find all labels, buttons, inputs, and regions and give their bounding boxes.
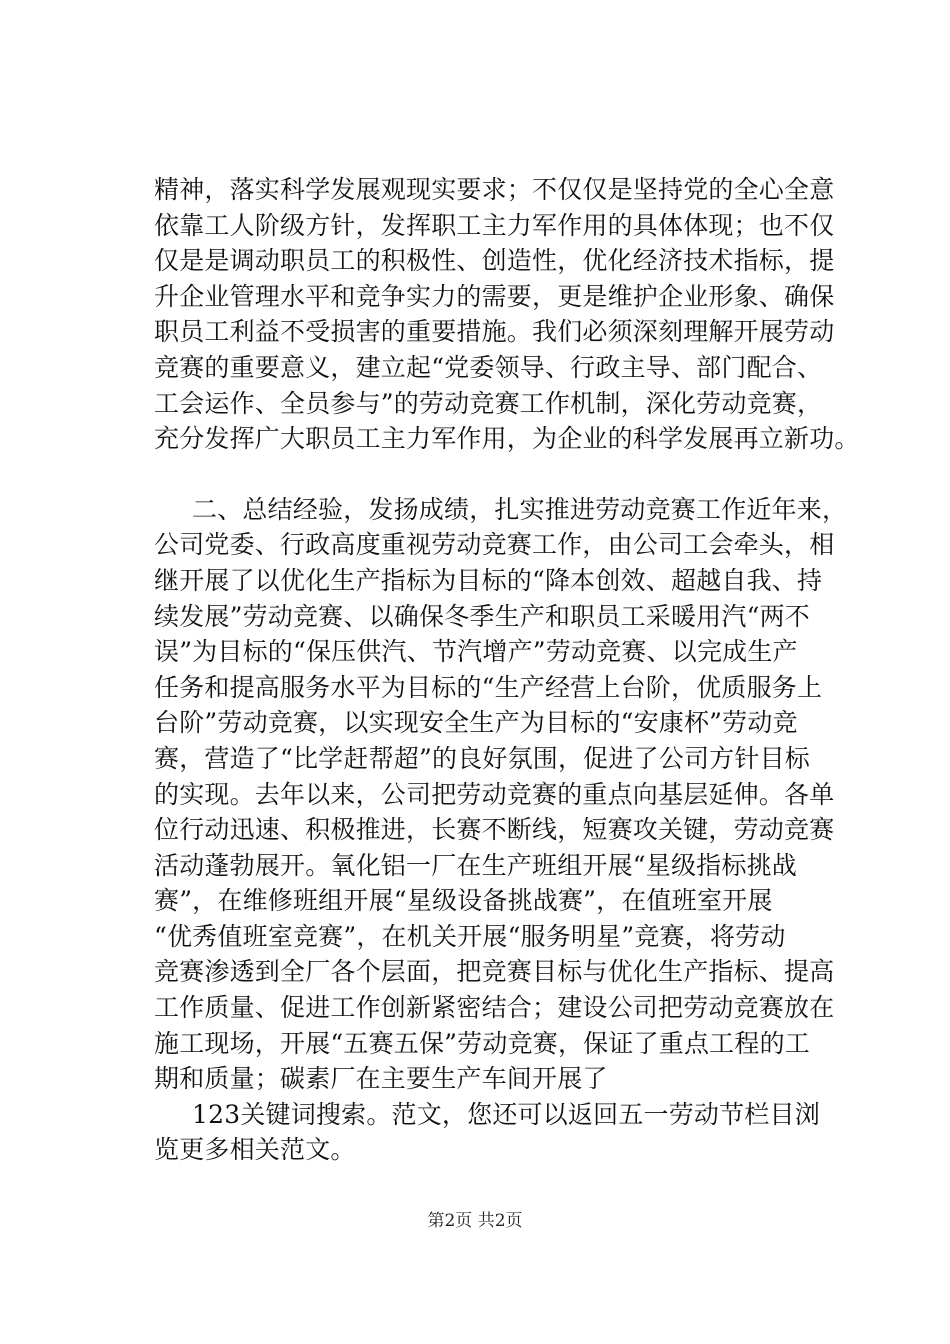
text-line: 仅是是调动职员工的积极性、创造性，优化经济技术指标，提 xyxy=(154,246,835,276)
text-line: 充分发挥广大职员工主力军作用，为企业的科学发展再立新功。 xyxy=(154,424,860,454)
text-line: 123关键词搜索。范文，您还可以返回五一劳动节栏目浏 xyxy=(192,1099,820,1129)
text-line: 期和质量；碳素厂在主要生产车间开展了 xyxy=(154,1064,608,1094)
text-line: 的实现。去年以来，公司把劳动竞赛的重点向基层延伸。各单 xyxy=(154,779,835,809)
paragraph-2 xyxy=(154,492,854,1097)
text-line: 览更多相关范文。 xyxy=(154,1135,356,1165)
document-body xyxy=(154,172,860,1168)
text-line: 竞赛渗透到全厂各个层面，把竞赛目标与优化生产指标、提高 xyxy=(154,957,835,987)
text-line: 赛”，在维修班组开展“星级设备挑战赛”，在值班室开展 xyxy=(154,886,773,916)
text-line: 继开展了以优化生产指标为目标的“降本创效、超越自我、持 xyxy=(154,565,823,595)
text-line: 续发展”劳动竞赛、以确保冬季生产和职员工采暖用汽“两不 xyxy=(154,601,810,631)
text-line: 竞赛的重要意义，建立起“党委领导、行政主导、部门配合、 xyxy=(154,352,823,382)
page-number-footer: 第2页 共2页 xyxy=(427,1211,523,1231)
text-line: 二、总结经验，发扬成绩，扎实推进劳动竞赛工作近年来， xyxy=(192,494,848,524)
text-line: 赛，营造了“比学赶帮超”的良好氛围，促进了公司方针目标 xyxy=(154,743,810,773)
text-line: 公司党委、行政高度重视劳动竞赛工作，由公司工会牵头，相 xyxy=(154,530,835,560)
text-line: 任务和提高服务水平为目标的“生产经营上台阶，优质服务上 xyxy=(154,672,823,702)
text-line: 位行动迅速、积极推进，长赛不断线，短赛攻关键，劳动竞赛 xyxy=(154,815,835,845)
text-line: 误”为目标的“保压供汽、节汽增产”劳动竞赛、以完成生产 xyxy=(154,637,798,667)
text-line: 依靠工人阶级方针，发挥职工主力军作用的具体体现；也不仅 xyxy=(154,210,835,240)
text-line: 职员工利益不受损害的重要措施。我们必须深刻理解开展劳动 xyxy=(154,317,835,347)
paragraph-spacer xyxy=(154,457,854,492)
paragraph-3 xyxy=(154,1097,854,1168)
text-line: 工会运作、全员参与”的劳动竞赛工作机制，深化劳动竞赛， xyxy=(154,388,823,418)
text-line: 工作质量、促进工作创新紧密结合；建设公司把劳动竞赛放在 xyxy=(154,993,835,1023)
text-line: 施工现场，开展“五赛五保”劳动竞赛，保证了重点工程的工 xyxy=(154,1028,810,1058)
paragraph-1 xyxy=(154,172,860,457)
text-line: 活动蓬勃展开。氧化铝一厂在生产班组开展“星级指标挑战 xyxy=(154,850,797,880)
text-line: 台阶”劳动竞赛，以实现安全生产为目标的“安康杯”劳动竞 xyxy=(154,708,798,738)
text-line: 升企业管理水平和竞争实力的需要，更是维护企业形象、确保 xyxy=(154,281,835,311)
text-line: 精神，落实科学发展观现实要求；不仅仅是坚持党的全心全意 xyxy=(154,175,835,204)
text-line: “优秀值班室竞赛”，在机关开展“服务明星”竞赛，将劳动 xyxy=(154,921,786,951)
